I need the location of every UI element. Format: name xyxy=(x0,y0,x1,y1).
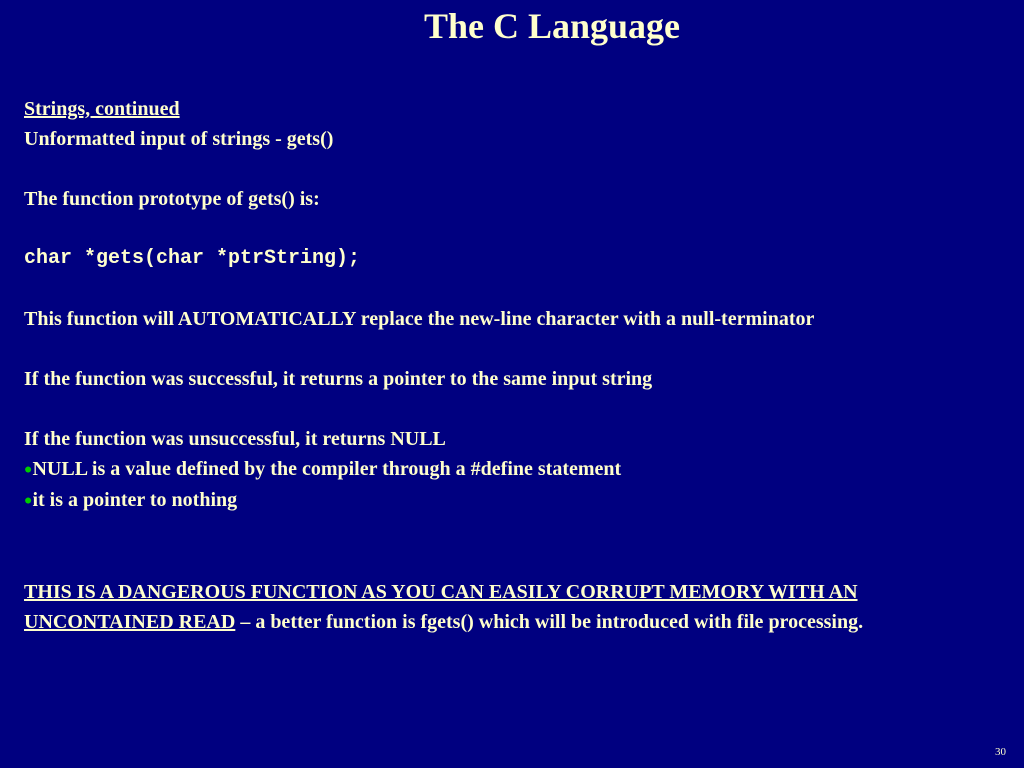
spacer xyxy=(24,547,1008,577)
text-line-prototype-intro: The function prototype of gets() is: xyxy=(24,188,320,210)
bullet-text: NULL is a value defined by the compiler through a #define statement xyxy=(32,458,622,480)
text-line-unformatted-input: Unformatted input of strings - gets() xyxy=(24,128,334,150)
text-line-success: If the function was successful, it returns a pointer to the same input string xyxy=(24,368,653,390)
bullet-item xyxy=(24,485,1008,516)
spacer xyxy=(24,274,1008,304)
text-line-unsuccessful: If the function was unsuccessful, it returns NULL xyxy=(24,428,446,450)
warning-paragraph xyxy=(24,577,1008,637)
spacer xyxy=(24,154,1008,184)
spacer xyxy=(24,517,1008,547)
warning-underlined-text: THIS IS A DANGEROUS FUNCTION AS YOU CAN EASILY CORRUPT MEMORY WITH AN UNCONTAINED READ xyxy=(24,580,858,633)
warning-rest-text: – a better function is fgets() which will be introduced with file processing. xyxy=(235,610,864,633)
spacer xyxy=(24,334,1008,364)
spacer xyxy=(24,394,1008,424)
bullet-item xyxy=(24,454,1008,485)
bullet-dot-icon: ● xyxy=(24,493,33,509)
code-prototype: char *gets(char *ptrString); xyxy=(24,247,361,270)
spacer xyxy=(24,214,1008,244)
bullet-dot-icon: ● xyxy=(24,462,33,478)
bullet-text: it is a pointer to nothing xyxy=(32,489,238,512)
section-heading: Strings, continued xyxy=(24,98,180,120)
page-number: 30 xyxy=(995,746,1006,758)
text-line-automatic-replace: This function will AUTOMATICALLY replace the new-line character with a null-terminator xyxy=(24,308,815,330)
slide-content xyxy=(24,94,1008,637)
slide-title: The C Language xyxy=(423,6,681,46)
